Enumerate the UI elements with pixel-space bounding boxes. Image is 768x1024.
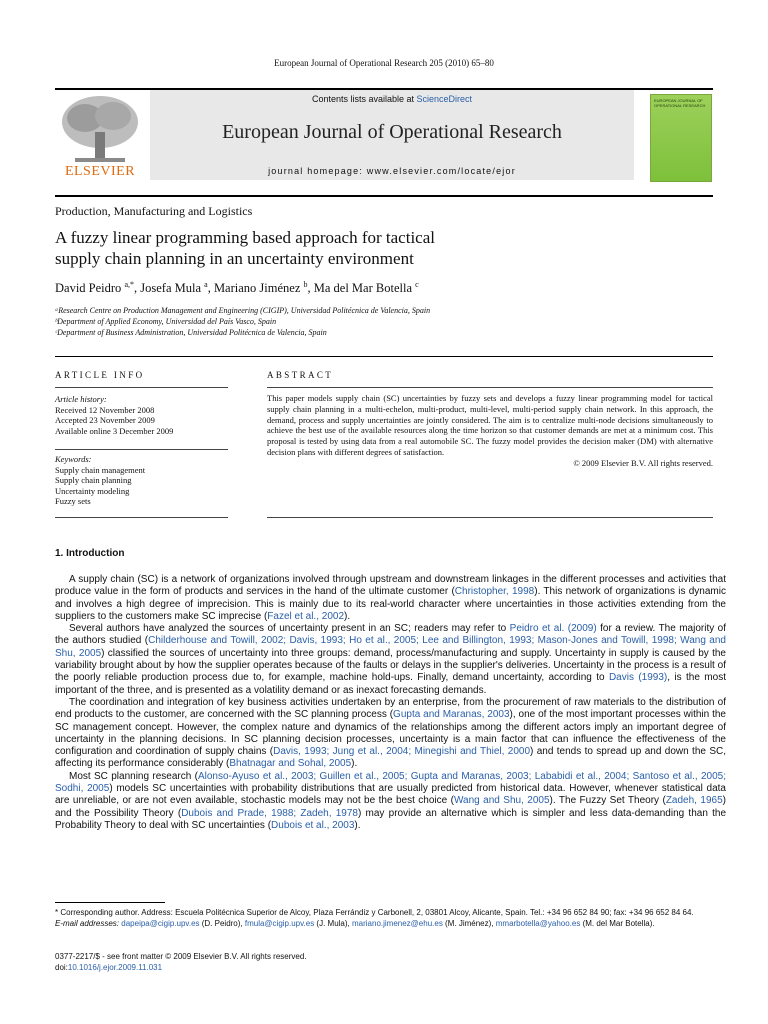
title-line-2: supply chain planning in an uncertainty environment: [55, 249, 414, 268]
keywords-block: [55, 454, 228, 507]
citation-link[interactable]: Alonso-Ayuso et al., 2003; Guillen et al., 2005; Gupta and Maranas, 2003; Lababidi et al., 2004; Santoso et al., 2005; Sodhi, 2005: [55, 770, 726, 795]
paragraph: [55, 574, 726, 623]
paragraph-text: ) models SC uncertainties with probability distributions that are usually predicted from historical data. However, whenever statistical data are unreliable, or are not even available, stochastic models may not be the best choice (: [55, 783, 726, 807]
corresponding-author-note: * Corresponding author. Address: Escuela Politécnica Superior de Alcoy, Plaza Ferrándiz y Carbonell, 2, 03801 Alcoy, Alicante, Spain. Tel.: +34 96 652 84 90; fax: +34 96 652 84 64.: [55, 908, 694, 917]
section-name: Production, Manufacturing and Logistics: [55, 204, 253, 218]
citation-link[interactable]: Fazel et al., 2002: [267, 610, 345, 622]
citation-link[interactable]: Bhatnagar and Sohal, 2005: [229, 758, 352, 770]
email-owner: (J. Mula),: [314, 919, 352, 928]
paragraph-text: ). The Fuzzy Set Theory (: [549, 795, 666, 807]
email-label: E-mail addresses:: [55, 919, 120, 928]
history-received: Received 12 November 2008: [55, 404, 155, 415]
paragraph-text: Several authors have analyzed the sources of uncertainty present in an SC; readers may refer to: [69, 623, 510, 635]
citation-link[interactable]: Christopher, 1998: [454, 586, 535, 598]
paragraph-text: A supply chain (SC) is a network of organizations involved through upstream and downstream linkages in the different processes and activities that produce value in the form of products and services in the hand of the ultimate customer (: [55, 574, 726, 598]
author-affil-mark: c: [415, 280, 419, 289]
paragraph: [55, 697, 726, 771]
article-info-rule: [55, 449, 228, 450]
paragraph-text: ) classified the sources of uncertainty into three groups: demand, process/manufacturing and supply. Uncertainty in supply is caused by the variability brought about by how the supplier operates because of the faults or delays in the supplier's deliveries. Uncertainty in the process is a result of the poorly reliable production process due to, for example, machine hold-ups. Finally, demand uncertainty, according to: [55, 647, 726, 684]
doi-prefix: doi:: [55, 963, 68, 972]
citation-link[interactable]: Dubois et al., 2003: [271, 819, 355, 831]
author-name: Mariano Jiménez: [213, 281, 301, 296]
journal-title: European Journal of Operational Research: [222, 121, 562, 143]
citation-link[interactable]: Davis, 1993; Jung et al., 2004; Minegishi and Thiel, 2000: [273, 746, 531, 758]
paragraph-text: The coordination and integration of key business activities undertaken by an enterprise, from the procurement of raw materials to the distribution of end products to the customer, are concerned with the SC planning process (: [55, 696, 726, 721]
email-owner: (M. del Mar Botella).: [580, 919, 655, 928]
author-affil-mark: a,*: [124, 280, 134, 289]
article-history: [55, 394, 228, 436]
email-link[interactable]: mariano.jimenez@ehu.es: [351, 919, 443, 928]
keyword: Supply chain planning: [55, 475, 132, 485]
keywords-label: Keywords:: [55, 454, 92, 464]
contents-prefix: Contents lists available at: [311, 94, 417, 104]
paragraph: [55, 623, 726, 697]
section-heading: 1. Introduction: [55, 548, 125, 559]
keyword: Uncertainty modeling: [55, 485, 130, 496]
journal-cover-thumbnail: [650, 94, 712, 182]
keyword: Supply chain management: [55, 464, 146, 475]
citation-link[interactable]: Peidro et al. (2009): [509, 623, 597, 635]
author-affil-mark: b: [303, 280, 308, 289]
abstract-text: This paper models supply chain (SC) uncertainties by fuzzy sets and develops a fuzzy linear programming model for tactical supply chain planning in a multi-echelon, multi-product, multi-level, multi-period supply chain network. In this approach, the demand, process and supply uncertainties are jointly considered. The aim is to centralize multi-node decisions simultaneously to achieve the best use of the available resources along the time horizon so that customer demands are met at a minimum cost. This proposal is tested by using data from a real automobile SC. The fuzzy model provides the decision maker (DM) with alternative decision plans with different degrees of satisfaction.: [267, 393, 713, 457]
doi-link[interactable]: 10.1016/j.ejor.2009.11.031: [67, 963, 163, 972]
issn-line: 0377-2217/$ - see front matter © 2009 Elsevier B.V. All rights reserved.: [55, 952, 307, 961]
article-title: [55, 227, 615, 269]
email-link[interactable]: fmula@cigip.upv.es: [244, 919, 315, 928]
email-link[interactable]: mmarbotella@yahoo.es: [495, 919, 581, 928]
cover-text: EUROPEAN JOURNAL OF OPERATIONAL RESEARCH: [654, 98, 706, 108]
abstract-body: [267, 393, 713, 469]
paragraph-text: Most SC planning research (: [69, 770, 198, 782]
paragraph-text: for a review. The majority of the authors studied (: [55, 623, 726, 647]
history-accepted: Accepted 23 November 2009: [55, 415, 155, 425]
front-matter: [55, 951, 307, 973]
paragraph-text: ).: [344, 610, 351, 622]
paragraph-text: ), one of the most important processes within the SC management concept. However, the complex nature and dynamics of the relationships among the different actors imply an important degree of uncertainty in the planning decisions. In SC planning decision processes, uncertainty is a main factor that can influence the effectiveness of the configuration and coordination of supply chains (: [55, 709, 726, 758]
introduction-body: [55, 574, 726, 832]
abstract-rule: [267, 387, 713, 388]
paragraph-text: ) and the Possibility Theory (: [55, 795, 726, 819]
abstract-copyright: © 2009 Elsevier B.V. All rights reserved.: [573, 457, 713, 468]
publisher-name: ELSEVIER: [64, 164, 136, 179]
article-info-rule: [55, 387, 228, 388]
author-name: Ma del Mar Botella: [313, 281, 412, 296]
journal-homepage[interactable]: journal homepage: www.elsevier.com/locate/ejor: [268, 166, 516, 176]
email-link[interactable]: dapeipa@cigip.upv.es: [121, 919, 200, 928]
abstract-rule: [267, 517, 713, 518]
paragraph-text: ) and tends to spread up and down the SC, affecting its performance considerably (: [55, 746, 726, 770]
affiliation-c: ᶜDepartment of Business Administration, Universidad Politécnica de Valencia, Spain: [55, 328, 327, 337]
email-owner: (D. Peidro),: [199, 919, 245, 928]
paragraph: [55, 771, 726, 832]
author-list: David Peidro $^{a,*}$, Josefa Mula $^a$, Mariano Jiménez $^b$, Ma del Mar Botella $^c$: [55, 280, 419, 296]
paragraph-text: ).: [354, 819, 361, 831]
article-info-rule: [55, 517, 228, 518]
paragraph-text: ).: [351, 758, 358, 770]
author-affil-mark: a: [204, 280, 208, 289]
paragraph-text: , is the most important of the three, and is presented as a volatility demand or as inexact forecasting demands.: [55, 672, 726, 696]
author-name: David Peidro: [55, 281, 122, 296]
affiliation-b: ᵇDepartment of Applied Economy, Universidad del País Vasco, Spain: [55, 317, 277, 326]
citation-link[interactable]: Wang and Shu, 2005: [453, 795, 550, 807]
citation-link[interactable]: Childerhouse and Towill, 2002; Davis, 1993; Ho et al., 2005; Lee and Billington, 1993; Mason-Jones and Towill, 1998; Wang and Shu, 2005: [55, 635, 726, 659]
footnote-rule: [55, 902, 165, 903]
doi-line: [55, 962, 307, 973]
citation-link[interactable]: Gupta and Maranas, 2003: [393, 709, 510, 721]
author-name: Josefa Mula: [140, 281, 201, 296]
history-online: Available online 3 December 2009: [55, 425, 174, 436]
paragraph-text: ) may provide an alternative which is simpler and less data-demanding than the Probability Theory to deal with SC uncertainties (: [55, 807, 727, 831]
front-separator: [55, 356, 713, 357]
citation-link[interactable]: Zadeh, 1965: [665, 795, 723, 807]
sciencedirect-link[interactable]: ScienceDirect: [416, 94, 473, 104]
keyword: Fuzzy sets: [55, 496, 91, 506]
email-owner: (M. Jiménez),: [442, 919, 496, 928]
citation-link[interactable]: Davis (1993): [608, 672, 668, 684]
paragraph-text: ). This network of organizations is dynamic and involves a high degree of imprecision. This is mainly due to its real-world character where uncertainties in those activities extending from the suppliers to the customers make SC imprecise (: [55, 586, 726, 622]
contents-line: [150, 94, 634, 104]
header-rule-bottom: [55, 195, 713, 197]
affiliation-a: ᵃResearch Centre on Production Management and Engineering (CIGIP), Universidad Politécnica de Valencia, Spain: [55, 306, 431, 315]
abstract-heading: ABSTRACT: [267, 370, 334, 380]
article-info-heading: ARTICLE INFO: [55, 370, 145, 380]
title-line-1: A fuzzy linear programming based approach for tactical: [55, 228, 435, 247]
email-line: [55, 918, 726, 929]
running-head: European Journal of Operational Research 205 (2010) 65–80: [274, 58, 494, 68]
history-label: Article history:: [55, 394, 107, 404]
citation-link[interactable]: Dubois and Prade, 1988; Zadeh, 1978: [181, 807, 358, 819]
footnotes: [55, 907, 726, 929]
